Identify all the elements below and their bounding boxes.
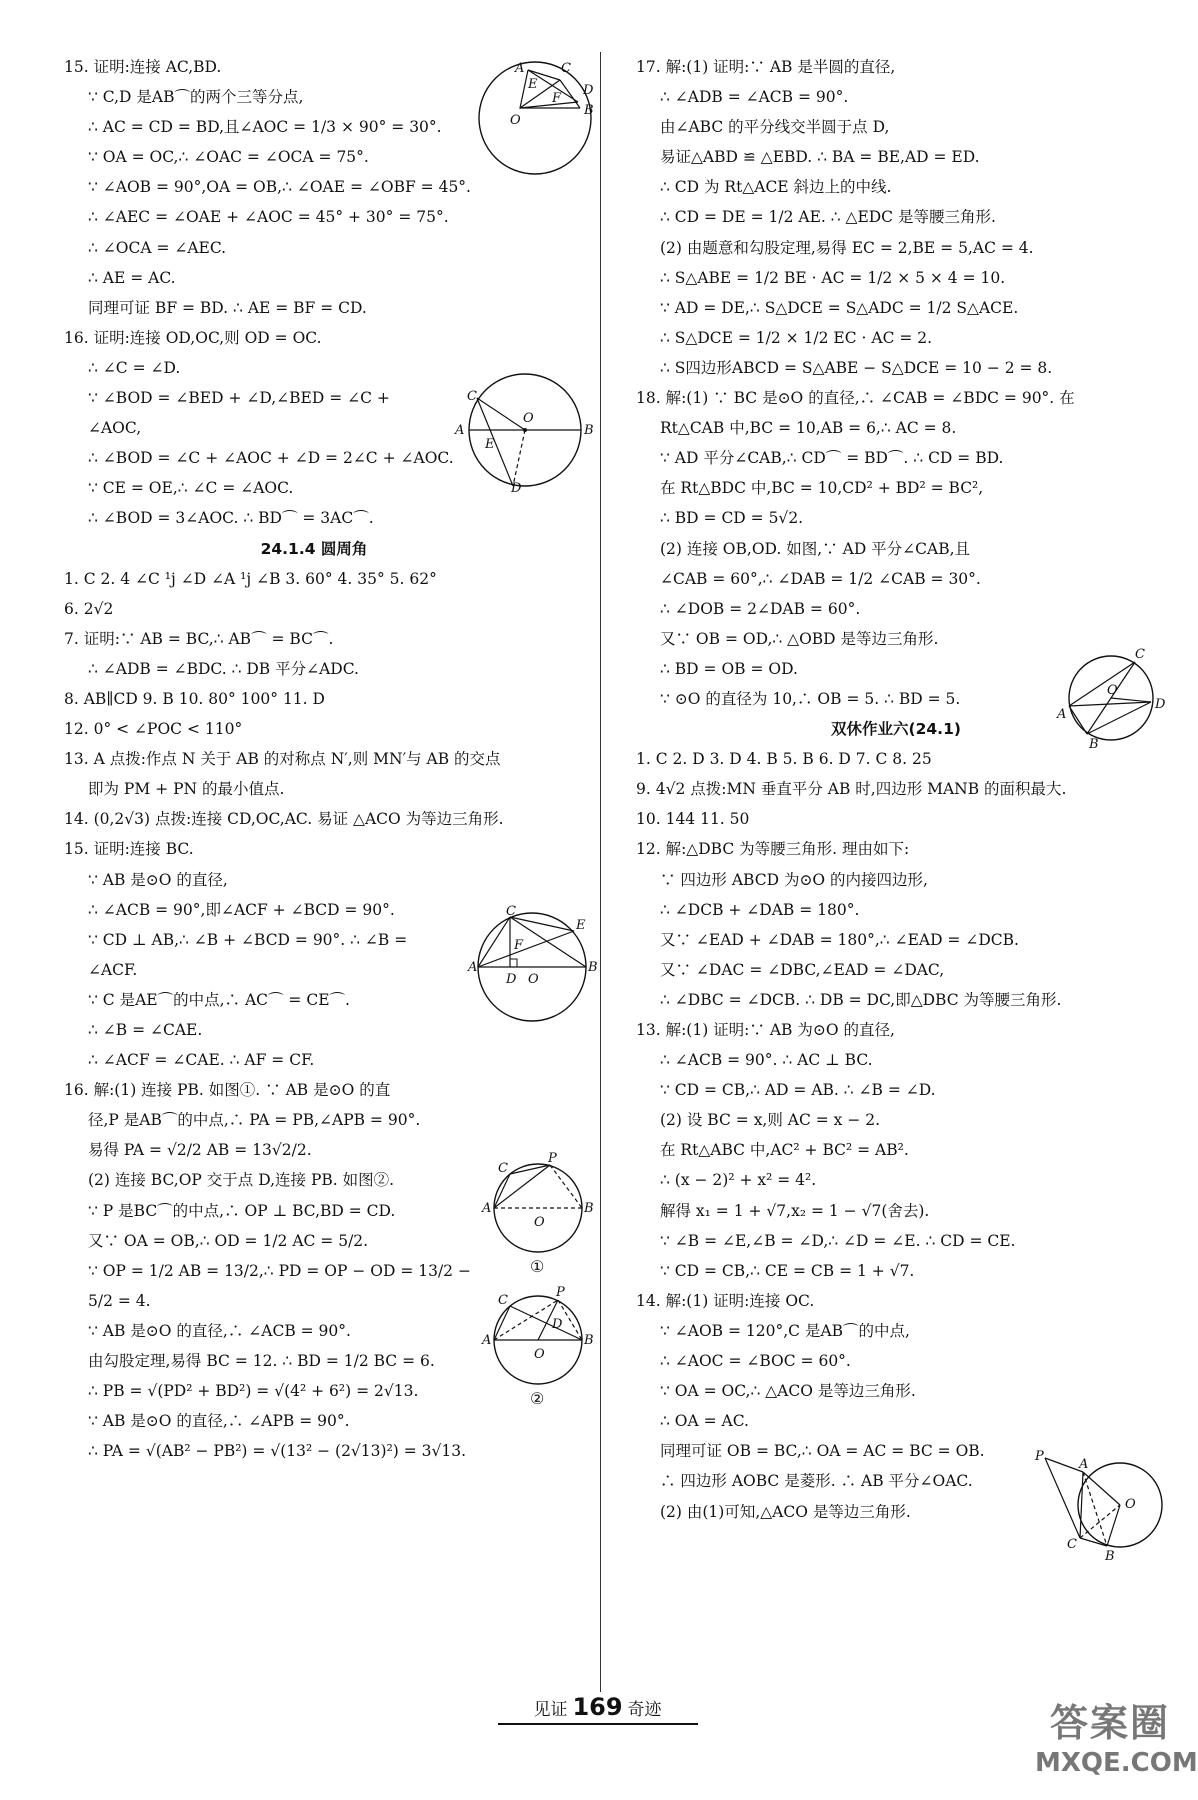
fig1-label-a: A	[515, 61, 525, 76]
fig3-label-c: C	[506, 904, 516, 919]
right-text-line: 同理可证 OB = BC,∴ OA = AC = BC = OB.	[660, 1442, 985, 1461]
fig5-label-c: C	[498, 1293, 508, 1308]
left-text-line: ∵ AB 是⊙O 的直径,∴ ∠ACB = 90°.	[88, 1321, 351, 1340]
fig6-label-c: C	[1135, 647, 1145, 662]
left-text-line: 径,P 是AB⌒的中点,∴ PA = PB,∠APB = 90°.	[88, 1111, 421, 1130]
right-text-line: 17. 解:(1) 证明:∵ AB 是半圆的直径,	[636, 58, 896, 76]
fig4-label-b: B	[584, 1201, 594, 1216]
right-text-line: ∴ S四边形ABCD = S△ABE − S△DCE = 10 − 2 = 8.	[660, 358, 1053, 377]
left-text-line: ∵ ∠BOD = ∠BED + ∠D,∠BED = ∠C +	[88, 389, 390, 408]
right-text-line: ∵ CD = CB,∴ AD = AB. ∴ ∠B = ∠D.	[660, 1081, 936, 1100]
fig3-label-o: O	[528, 972, 539, 987]
fig7-label-p: P	[1035, 1449, 1044, 1464]
right-text-line: 解得 x₁ = 1 + √7,x₂ = 1 − √7(舍去).	[660, 1201, 930, 1220]
left-text-line: ∵ OP = 1/2 AB = 13/2,∴ PD = OP − OD = 13/2 −	[88, 1261, 471, 1280]
figure-circle-1	[482, 1151, 594, 1278]
right-text-line: 9. 4√2 点拨:MN 垂直平分 AB 时,四边形 MANB 的面积最大.	[636, 780, 1067, 799]
right-text-line: 又∵ ∠EAD + ∠DAB = 180°,∴ ∠EAD = ∠DCB.	[660, 930, 1019, 949]
right-text-line: 在 Rt△ABC 中,AC² + BC² = AB².	[660, 1141, 909, 1160]
fig3-label-f: F	[514, 938, 524, 953]
left-text-line: ∴ ∠OCA = ∠AEC.	[88, 238, 227, 257]
left-text-line: ∴ AE = AC.	[88, 268, 176, 287]
fig1-label-d: D	[583, 83, 594, 98]
left-text-line: 5/2 = 4.	[88, 1291, 151, 1310]
fig1-label-f: F	[552, 91, 562, 106]
right-column	[636, 52, 1156, 1527]
left-text-line: ∴ ∠ACF = ∠CAE. ∴ AF = CF.	[88, 1051, 315, 1070]
fig1-label-o: O	[510, 113, 521, 128]
right-text-line: ∠CAB = 60°,∴ ∠DAB = 1/2 ∠CAB = 30°.	[660, 569, 981, 588]
left-text-line: 14. (0,2√3) 点拨:连接 CD,OC,AC. 易证 △ACO 为等边三角形.	[64, 810, 504, 829]
fig2-label-b: B	[584, 423, 594, 438]
fig6-label-a: A	[1057, 707, 1067, 722]
right-text-line: ∵ ∠B = ∠E,∠B = ∠D,∴ ∠D = ∠E. ∴ CD = CE.	[660, 1231, 1016, 1250]
right-text-line: ∵ ⊙O 的直径为 10,∴ OB = 5. ∴ BD = 5.	[660, 689, 961, 708]
left-text-line: ∵ P 是BC⌒的中点,∴ OP ⊥ BC,BD = CD.	[88, 1201, 396, 1220]
left-text-line: ∠ACF.	[88, 960, 138, 979]
right-text-line: (2) 设 BC = x,则 AC = x − 2.	[660, 1111, 881, 1130]
left-text-line: ∠AOC,	[88, 419, 142, 438]
right-text-line: (2) 由(1)可知,△ACO 是等边三角形.	[660, 1502, 911, 1521]
right-text-line: ∴ ∠DBC = ∠DCB. ∴ DB = DC,即△DBC 为等腰三角形.	[660, 990, 1062, 1009]
right-text-line: 14. 解:(1) 证明:连接 OC.	[636, 1291, 815, 1310]
right-text-line: ∴ 四边形 AOBC 是菱形. ∴ AB 平分∠OAC.	[660, 1472, 973, 1491]
fig4-label-p: P	[548, 1151, 557, 1166]
figure-angle-bisector	[1055, 647, 1170, 752]
fig1-label-e: E	[528, 77, 538, 92]
footer-rule	[498, 1723, 698, 1725]
left-text-line: 即为 PM + PN 的最小值点.	[88, 780, 285, 799]
right-text-line: ∵ OA = OC,∴ △ACO 是等边三角形.	[660, 1382, 916, 1401]
fig3-label-a: A	[468, 960, 478, 975]
figure-circle-2	[482, 1285, 597, 1410]
left-text-line: ∴ ∠BOD = ∠C + ∠AOC + ∠D = 2∠C + ∠AOC.	[88, 449, 454, 468]
fig1-label-c: C	[561, 61, 571, 76]
watermark-line1: 答案圈	[1049, 1701, 1170, 1745]
left-text-line: ∴ ∠ADB = ∠BDC. ∴ DB 平分∠ADC.	[88, 659, 359, 678]
left-text-line: 又∵ OA = OB,∴ OD = 1/2 AC = 5/2.	[88, 1231, 369, 1250]
fig2-label-e: E	[485, 437, 495, 452]
watermark-logo	[1035, 1700, 1198, 1790]
fig7-label-o: O	[1125, 1497, 1136, 1512]
fig2-label-d: D	[511, 481, 522, 496]
fig2-label-o: O	[523, 411, 534, 426]
left-text-line: ∴ ∠B = ∠CAE.	[88, 1021, 203, 1039]
footer-brand-right: 奇迹	[627, 1700, 662, 1720]
fig4-label-c: C	[498, 1161, 508, 1176]
fig5-label-a: A	[482, 1333, 492, 1348]
left-text-line: 1. C 2. 4 ∠C ¹j ∠D ∠A ¹j ∠B 3. 60° 4. 35° 5. 62°	[64, 569, 437, 588]
left-text-line: 6. 2√2	[64, 599, 114, 618]
left-text-line: 16. 解:(1) 连接 PB. 如图①. ∵ AB 是⊙O 的直	[64, 1081, 391, 1100]
fig2-label-c: C	[467, 389, 477, 404]
right-text-line: ∴ BD = CD = 5√2.	[660, 509, 804, 528]
right-text-line: ∴ (x − 2)² + x² = 4².	[660, 1171, 817, 1190]
right-text-line: 10. 144 11. 50	[636, 810, 750, 829]
figure-diameter-perpendicular	[468, 904, 605, 1027]
right-text-line: ∴ ∠ADB = ∠ACB = 90°.	[660, 88, 849, 107]
fig4-caption: ①	[530, 1257, 545, 1276]
right-text-line: ∵ AD = DE,∴ S△DCE = S△ADC = 1/2 S△ACE.	[660, 298, 1019, 317]
left-text-line: ∴ AC = CD = BD,且∠AOC = 1/3 × 90° = 30°.	[88, 118, 442, 137]
right-text-line: ∴ S△ABE = 1/2 BE · AC = 1/2 × 5 × 4 = 10.	[660, 268, 1006, 287]
right-text-line: 13. 解:(1) 证明:∵ AB 为⊙O 的直径,	[636, 1021, 895, 1039]
fig5-label-d: D	[552, 1317, 563, 1332]
right-text-line: ∵ 四边形 ABCD 为⊙O 的内接四边形,	[660, 870, 928, 889]
fig5-label-p: P	[556, 1285, 565, 1300]
page-number: 169	[572, 1693, 623, 1721]
right-text-line: ∴ S△DCE = 1/2 × 1/2 EC · AC = 2.	[660, 328, 933, 347]
left-text-line: ∵ CD ⊥ AB,∴ ∠B + ∠BCD = 90°. ∴ ∠B =	[88, 930, 408, 949]
right-text-line: ∵ ∠AOB = 120°,C 是AB⌒的中点,	[660, 1321, 910, 1340]
right-text-line: ∵ CD = CB,∴ CE = CB = 1 + √7.	[660, 1261, 915, 1280]
right-text-line: 又∵ OB = OD,∴ △OBD 是等边三角形.	[660, 629, 939, 648]
right-text-line: 又∵ ∠DAC = ∠DBC,∠EAD = ∠DAC,	[660, 960, 945, 979]
left-text-line: 由勾股定理,易得 BC = 12. ∴ BD = 1/2 BC = 6.	[88, 1352, 435, 1371]
fig2-label-a: A	[455, 423, 465, 438]
fig5-label-o: O	[534, 1347, 545, 1362]
footer-brand-left: 见证	[533, 1700, 568, 1720]
left-text-line: 8. AB∥CD 9. B 10. 80° 100° 11. D	[64, 689, 325, 708]
left-text-line: ∴ PA = √(AB² − PB²) = √(13² − (2√13)²) = 3√13.	[88, 1442, 467, 1461]
fig7-label-a: A	[1079, 1457, 1089, 1472]
left-text-line: 15. 证明:连接 AC,BD.	[64, 58, 222, 76]
fig4-label-o: O	[534, 1215, 545, 1230]
fig1-label-b: B	[584, 103, 594, 118]
left-text-line: ∴ ∠ACB = 90°,即∠ACF + ∠BCD = 90°.	[88, 900, 395, 919]
left-text-line: ∵ AB 是⊙O 的直径,	[88, 870, 228, 889]
page-footer	[0, 1693, 1195, 1725]
left-text-line: 15. 证明:连接 BC.	[64, 840, 194, 859]
fig3-label-e: E	[576, 918, 586, 933]
left-text-line: 同理可证 BF = BD. ∴ AE = BF = CD.	[88, 298, 367, 317]
figure-arc-trisection	[470, 58, 605, 178]
column-divider	[600, 52, 601, 1692]
left-text-line: 16. 证明:连接 OD,OC,则 OD = OC.	[64, 328, 322, 347]
left-text-line: ∵ AB 是⊙O 的直径,∴ ∠APB = 90°.	[88, 1412, 350, 1431]
left-text-line: ∴ ∠C = ∠D.	[88, 358, 181, 377]
right-text-line: ∴ ∠DOB = 2∠DAB = 60°.	[660, 599, 861, 618]
left-text-line: ∵ C 是AE⌒的中点,∴ AC⌒ = CE⌒.	[88, 990, 350, 1009]
left-text-line: ∵ CE = OE,∴ ∠C = ∠AOC.	[88, 479, 294, 498]
right-text-line: (2) 由题意和勾股定理,易得 EC = 2,BE = 5,AC = 4.	[660, 238, 1034, 257]
left-text-line: (2) 连接 BC,OP 交于点 D,连接 PB. 如图②.	[88, 1171, 395, 1190]
right-text-line: ∵ AD 平分∠CAB,∴ CD⌒ = BD⌒. ∴ CD = BD.	[660, 449, 1004, 468]
right-text-line: ∴ ∠DCB + ∠DAB = 180°.	[660, 900, 860, 919]
left-text-line: 13. A 点拨:作点 N 关于 AB 的对称点 N′,则 MN′与 AB 的交点	[64, 750, 501, 769]
right-text-line: (2) 连接 OB,OD. 如图,∵ AD 平分∠CAB,且	[660, 539, 971, 558]
right-text-line: 在 Rt△BDC 中,BC = 10,CD² + BD² = BC²,	[660, 479, 984, 498]
fig7-label-c: C	[1067, 1537, 1077, 1552]
figure-chords-od-oc	[455, 368, 595, 496]
left-text-line: 12. 0° < ∠POC < 110°	[64, 720, 243, 739]
right-text-line: 1. C 2. D 3. D 4. B 5. B 6. D 7. C 8. 25	[636, 750, 932, 769]
right-text-line: ∴ CD 为 Rt△ACE 斜边上的中线.	[660, 178, 892, 197]
right-text-line: 由∠ABC 的平分线交半圆于点 D,	[660, 118, 890, 137]
right-text-line: ∴ ∠ACB = 90°. ∴ AC ⊥ BC.	[660, 1051, 873, 1070]
right-text-line: ∴ BD = OB = OD.	[660, 659, 798, 678]
fig6-label-d: D	[1155, 697, 1166, 712]
right-text-line: ∴ OA = AC.	[660, 1412, 749, 1431]
right-text-line: ∴ CD = DE = 1/2 AE. ∴ △EDC 是等腰三角形.	[660, 208, 996, 227]
left-text-line: ∵ ∠AOB = 90°,OA = OB,∴ ∠OAE = ∠OBF = 45°.	[88, 178, 471, 197]
right-text-line: Rt△CAB 中,BC = 10,AB = 6,∴ AC = 8.	[660, 419, 957, 438]
right-section-heading: 双休作业六(24.1)	[831, 720, 961, 739]
left-text-line: ∴ ∠AEC = ∠OAE + ∠AOC = 45° + 30° = 75°.	[88, 208, 449, 227]
left-section-heading: 24.1.4 圆周角	[260, 539, 368, 558]
watermark-line2: MXQE.COM	[1035, 1748, 1198, 1778]
right-text-line: 易证△ABD ≌ △EBD. ∴ BA = BE,AD = ED.	[660, 148, 980, 167]
right-text-line: 18. 解:(1) ∵ BC 是⊙O 的直径,∴ ∠CAB = ∠BDC = 90°. 在	[636, 389, 1075, 408]
fig5-caption: ②	[530, 1389, 545, 1408]
left-text-line: ∵ OA = OC,∴ ∠OAC = ∠OCA = 75°.	[88, 148, 369, 167]
left-text-line: ∴ PB = √(PD² + BD²) = √(4² + 6²) = 2√13.	[88, 1382, 419, 1401]
left-text-line: ∴ ∠BOD = 3∠AOC. ∴ BD⌒ = 3AC⌒.	[88, 509, 374, 528]
fig6-label-b: B	[1089, 737, 1099, 752]
fig3-label-d: D	[506, 972, 517, 987]
right-text-line: 12. 解:△DBC 为等腰三角形. 理由如下:	[636, 840, 910, 859]
fig4-label-a: A	[482, 1201, 492, 1216]
left-text-line: 易得 PA = √2/2 AB = 13√2/2.	[88, 1141, 312, 1160]
fig6-label-o: O	[1107, 683, 1118, 698]
figure-tangent-rhombus	[1035, 1450, 1170, 1565]
fig3-label-b: B	[588, 960, 598, 975]
left-text-line: 7. 证明:∵ AB = BC,∴ AB⌒ = BC⌒.	[64, 629, 334, 648]
fig7-label-b: B	[1105, 1549, 1115, 1564]
right-text-line: ∴ ∠AOC = ∠BOC = 60°.	[660, 1352, 851, 1371]
fig5-label-b: B	[584, 1333, 594, 1348]
left-text-line: ∵ C,D 是AB⌒的两个三等分点,	[88, 88, 304, 107]
